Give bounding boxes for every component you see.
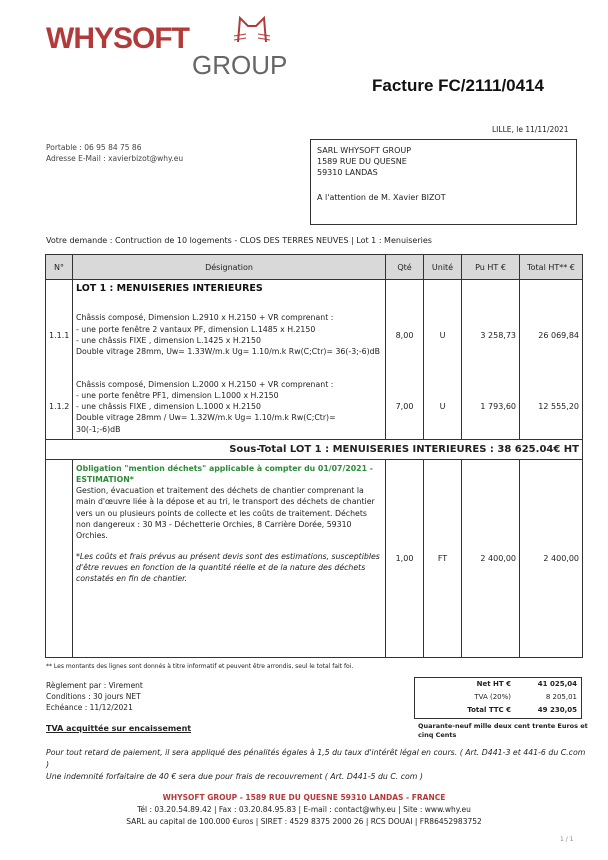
contact-mobile: Portable : 06 95 84 75 86 bbox=[46, 143, 142, 152]
tva-note: TVA acquittée sur encaissement bbox=[46, 724, 192, 733]
ttc-row bbox=[415, 704, 581, 717]
row-designation bbox=[73, 295, 386, 375]
request-line: Votre demande : Contruction de 10 logements - CLOS DES TERRES NEUVES | Lot 1 : Menuiseries bbox=[46, 236, 432, 245]
row-total: 12 555,20 bbox=[520, 375, 583, 439]
totals-box bbox=[414, 677, 582, 719]
footer-company: WHYSOFT GROUP - 1589 RUE DU QUESNE 59310 LANDAS - FRANCE bbox=[162, 793, 446, 802]
items-table bbox=[45, 254, 583, 658]
penalties-block bbox=[46, 747, 586, 783]
row-pu: 2 400,00 bbox=[462, 459, 520, 657]
designation-line: - une châssis FIXE , dimension L.1425 x H.2150 bbox=[76, 336, 261, 345]
contact-email: Adresse E-Mail : xavierbizot@why.eu bbox=[46, 154, 184, 163]
penalty-line: Une indemnité forfaitaire de 40 € sera due pour frais de recouvrement ( Art. D441-5 du C. com ) bbox=[46, 772, 423, 781]
row-pu: 3 258,73 bbox=[462, 295, 520, 375]
table-header-row bbox=[46, 255, 583, 280]
waste-body: Gestion, évacuation et traitement des déchets de chantier comprenant la main d'œuvre liée à la dépose et au tri, le transport des déchets de chantier vers un ou plusieurs points de collecte et les coûts de traitement. Déchets non dangereux : 30 M3 - Déchetterie Orchies, 8 Carrière Dorée, 59310 Orchies. bbox=[76, 486, 375, 541]
recipient-line2: 1589 RUE DU QUESNE bbox=[317, 157, 407, 166]
col-header-designation: Désignation bbox=[73, 255, 386, 280]
net-row bbox=[415, 678, 581, 691]
waste-title: Obligation "mention déchets" applicable à compter du 01/07/2021 - ESTIMATION* bbox=[76, 463, 373, 484]
designation-line: Châssis composé, Dimension L.2910 x H.2150 + VR comprenant : bbox=[76, 313, 334, 323]
tva-row bbox=[415, 691, 581, 704]
recipient-line1: SARL WHYSOFT GROUP bbox=[317, 146, 412, 155]
row-designation bbox=[73, 375, 386, 439]
recipient-attention: A l'attention de M. Xavier BIZOT bbox=[317, 193, 446, 202]
row-qty: 1,00 bbox=[386, 459, 424, 657]
logo-group: GROUP bbox=[192, 50, 288, 80]
table-row bbox=[46, 295, 583, 375]
payment-conditions: Conditions : 30 jours NET bbox=[46, 692, 141, 701]
cat-logo-icon bbox=[232, 12, 272, 46]
payment-block bbox=[46, 680, 143, 713]
table-row-waste bbox=[46, 459, 583, 657]
footer-contact: Tél : 03.20.54.89.42 | Fax : 03.20.84.95.83 | E-mail : contact@why.eu | Site : www.why.eu bbox=[137, 805, 471, 814]
contact-block bbox=[46, 142, 183, 164]
net-label: Net HT € bbox=[476, 680, 511, 688]
designation-line: - une châssis FIXE , dimension L.1000 x H.2150 bbox=[76, 402, 261, 412]
page-number: 1 / 1 bbox=[560, 836, 574, 843]
net-value: 41 025,04 bbox=[537, 680, 577, 688]
col-header-pu: Pu HT € bbox=[462, 255, 520, 280]
recipient-address-box bbox=[310, 139, 577, 225]
row-qty: 7,00 bbox=[386, 375, 424, 439]
logo-whysoft: WHYSOFT bbox=[46, 22, 189, 55]
payment-due: Echéance : 11/12/2021 bbox=[46, 703, 133, 712]
row-unit: U bbox=[424, 295, 462, 375]
waste-note: *Les coûts et frais prévus au présent devis sont des estimations, susceptibles d'être revues en fonction de la quantité réelle et de la nature des déchets constatés en fin de chantier. bbox=[76, 551, 380, 584]
row-qty: 8,00 bbox=[386, 295, 424, 375]
row-total: 2 400,00 bbox=[520, 459, 583, 657]
row-unit: U bbox=[424, 375, 462, 439]
row-unit: FT bbox=[424, 459, 462, 657]
penalty-line: Pour tout retard de paiement, il sera appliqué des pénalités égales à 1,5 du taux d'intérêt légal en cours. ( Art. D441-3 et 441-6 du C.com ) bbox=[46, 748, 586, 769]
subtotal: Sous-Total LOT 1 : MENUISERIES INTERIEURES : 38 625.04€ HT bbox=[46, 439, 583, 459]
designation-line: - une porte fenêtre 2 vantaux PF, dimension L.1485 x H.2150 bbox=[76, 324, 316, 334]
waste-designation bbox=[73, 459, 386, 657]
col-header-qty: Qté bbox=[386, 255, 424, 280]
tva-value: 8 205,01 bbox=[545, 693, 577, 701]
ttc-label: Total TTC € bbox=[467, 706, 511, 714]
designation-line: - une porte fenêtre PF1, dimension L.1000 x H.2150 bbox=[76, 390, 279, 400]
row-pu: 1 793,60 bbox=[462, 375, 520, 439]
place-date: LILLE, le 11/11/2021 bbox=[492, 125, 569, 134]
invoice-title: Facture FC/2111/0414 bbox=[372, 76, 545, 95]
row-num: 1.1.2 bbox=[46, 375, 73, 439]
designation-line: Double vitrage 28mm / Uw= 1.32W/m.k Ug= 1.10/m.k Rw(C;Ctr)= 30(-1;-6)dB bbox=[76, 413, 336, 434]
footer-legal: SARL au capital de 100.000 €uros | SIRET : 4529 8375 2000 26 | RCS DOUAI | FR86452983752 bbox=[126, 817, 482, 826]
footer bbox=[0, 792, 608, 828]
row-total: 26 069,84 bbox=[520, 295, 583, 375]
tva-label: TVA (20%) bbox=[474, 693, 511, 701]
ttc-value: 49 230,05 bbox=[537, 706, 577, 714]
col-header-num: N° bbox=[46, 255, 73, 280]
designation-line: Double vitrage 28mm, Uw= 1.33W/m.k Ug= 1.10/m.k Rw(C;Ctr)= 36(-3;-6)dB bbox=[76, 347, 380, 357]
col-header-total: Total HT** € bbox=[520, 255, 583, 280]
amount-in-words: Quarante-neuf mille deux cent trente Euros et cinq Cents bbox=[418, 722, 588, 739]
designation-line: Châssis composé, Dimension L.2000 x H.2150 + VR comprenant : bbox=[76, 379, 334, 389]
col-header-unit: Unité bbox=[424, 255, 462, 280]
lot-title: LOT 1 : MENUISERIES INTERIEURES bbox=[73, 280, 386, 296]
payment-method: Règlement par : Virement bbox=[46, 681, 143, 690]
lot-title-row bbox=[46, 280, 583, 296]
footnote: ** Les montants des lignes sont donnés à titre informatif et peuvent être arrondis, seul le total fait foi. bbox=[46, 663, 354, 670]
row-num: 1.1.1 bbox=[46, 295, 73, 375]
table-row bbox=[46, 375, 583, 439]
recipient-line3: 59310 LANDAS bbox=[317, 168, 378, 177]
subtotal-row bbox=[46, 439, 583, 459]
